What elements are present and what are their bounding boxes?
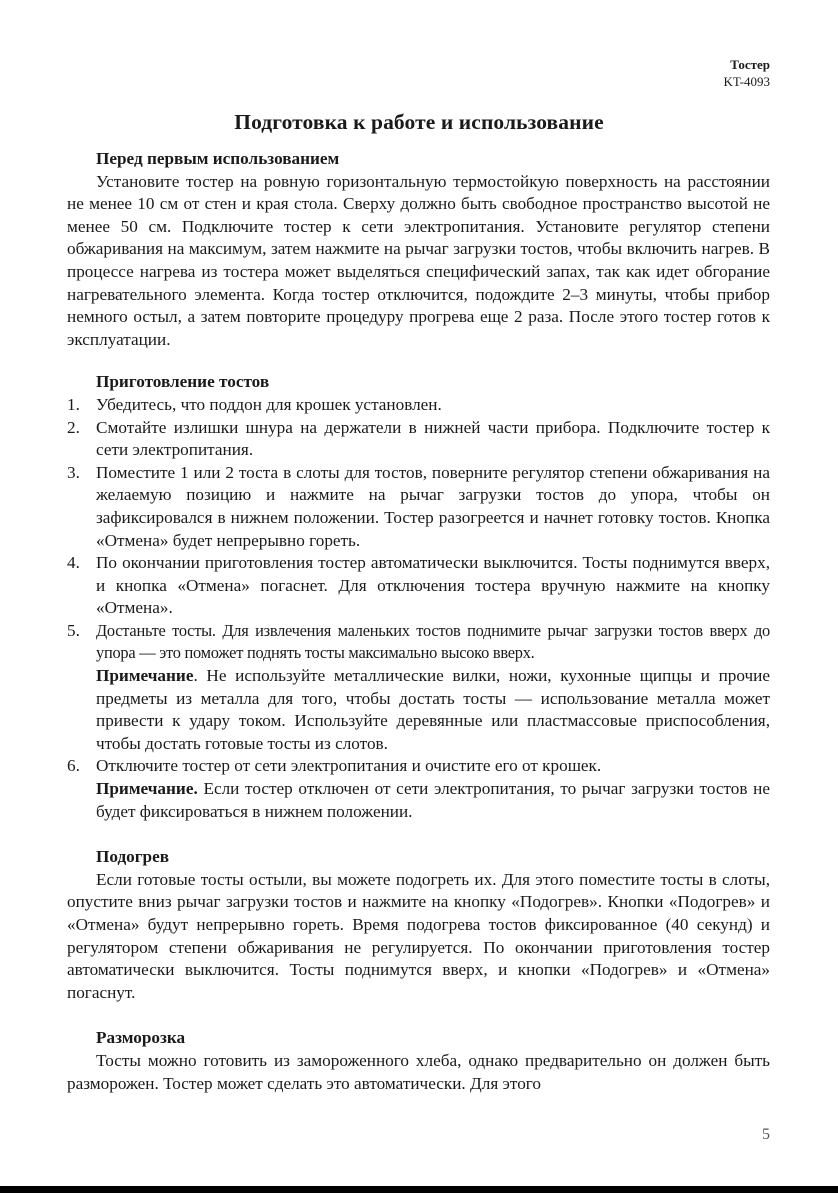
section-first-use	[67, 148, 770, 351]
section-heading-making-toast: Приготовление тостов	[96, 372, 270, 392]
section-making-toast	[67, 371, 770, 823]
step-text: Убедитесь, что поддон для крошек установлен.	[96, 394, 442, 414]
note-label: Примечание	[96, 666, 194, 686]
step-text: По окончании приготовления тостер автоматически выключится. Тосты поднимутся вверх, и кнопка «Отмена» погаснет. Для отключения тостера вручную нажмите на кнопку «Отмена».	[96, 553, 770, 618]
step-text: Смотайте излишки шнура на держатели в нижней части прибора. Подключите тостер к сети электропитания.	[96, 417, 770, 460]
section-defrost	[67, 1027, 770, 1095]
section-heading-reheat: Подогрев	[96, 847, 170, 867]
step-number: 4.	[67, 553, 80, 573]
list-item-step-1	[67, 394, 770, 417]
page-number: 5	[762, 1126, 770, 1143]
step-number: 1.	[67, 394, 80, 414]
page-header	[724, 56, 770, 90]
step-number: 5.	[67, 620, 80, 640]
section-heading-defrost: Разморозка	[96, 1028, 186, 1048]
list-item-step-2	[67, 417, 770, 462]
list-item-step-4	[67, 552, 770, 620]
product-name: Тостер	[730, 57, 770, 72]
step-number: 3.	[67, 462, 80, 482]
list-item-step-6	[67, 755, 770, 823]
paragraph-first-use: Установите тостер на ровную горизонтальную термостойкую поверхность на расстоянии не менее 10 см от стен и края стола. Сверху должно быть свободное пространство высотой не менее 50 см. Подключите тостер к сети электропитания. Установите регулятор степени обжаривания на максимум, затем нажмите на рычаг загрузки тостов, чтобы включить нагрев. В процессе нагрева из тостера может выделяться специфический запах, так как идет обгорание нагревательного элемента. Когда тостер отключится, подождите 2–3 минуты, чтобы прибор немного остыл, а затем повторите процедуру прогрева еще 2 раза. После этого тостер готов к эксплуатации.	[67, 171, 770, 349]
steps-list	[67, 394, 770, 823]
step-text: Отключите тостер от сети электропитания и очистите его от крошек.	[96, 756, 602, 776]
page-title: Подготовка к работе и использование	[234, 110, 604, 134]
paragraph-defrost: Тосты можно готовить из замороженного хлеба, однако предварительно он должен быть разморожен. Тостер может сделать это автоматически. Для этого	[67, 1050, 770, 1093]
section-heading-first-use: Перед первым использованием	[96, 149, 340, 168]
step-number: 2.	[67, 417, 80, 437]
document-body	[67, 148, 770, 1095]
note-label: Примечание.	[96, 779, 198, 799]
step-text: Поместите 1 или 2 тоста в слоты для тостов, поверните регулятор степени обжаривания на желаемую позицию и нажмите на рычаг загрузки тостов до упора, чтобы он зафиксировался в нижнем положении. Тостер разогреется и начнет готовку тостов. Кнопка «Отмена» будет непрерывно гореть.	[96, 462, 770, 550]
step-text: Достаньте тосты. Для извлечения маленьких тостов поднимите рычаг загрузки тостов вверх до упора — это поможет поднять тосты максимально высоко вверх.	[96, 620, 770, 663]
note-text: . Не используйте металлические вилки, ножи, кухонные щипцы и прочие предметы из металла для того, чтобы достать тосты — использование металла может привести к удару током. Используйте деревянные или пластмассовые приспособления, чтобы достать готовые тосты из слотов.	[96, 666, 770, 753]
list-item-step-5	[67, 620, 770, 756]
step-number: 6.	[67, 756, 80, 776]
page-bottom-edge	[0, 1186, 838, 1193]
paragraph-reheat: Если готовые тосты остыли, вы можете подогреть их. Для этого поместите тосты в слоты, опустите вниз рычаг загрузки тостов и нажмите на кнопку «Подогрев». Кнопки «Подогрев» и «Отмена» будут непрерывно гореть. Время подогрева тостов фиксированное (40 секунд) и регулятором степени обжаривания не регулируется. По окончании приготовления тостер автоматически выключится. Тосты поднимутся вверх, и кнопки «Подогрев» и «Отмена» погаснут.	[67, 869, 770, 1002]
note-text: Если тостер отключен от сети электропитания, то рычаг загрузки тостов не будет фиксироваться в нижнем положении.	[96, 779, 770, 821]
model-number: KT-4093	[723, 74, 770, 89]
section-reheat	[67, 846, 770, 1004]
list-item-step-3	[67, 462, 770, 552]
